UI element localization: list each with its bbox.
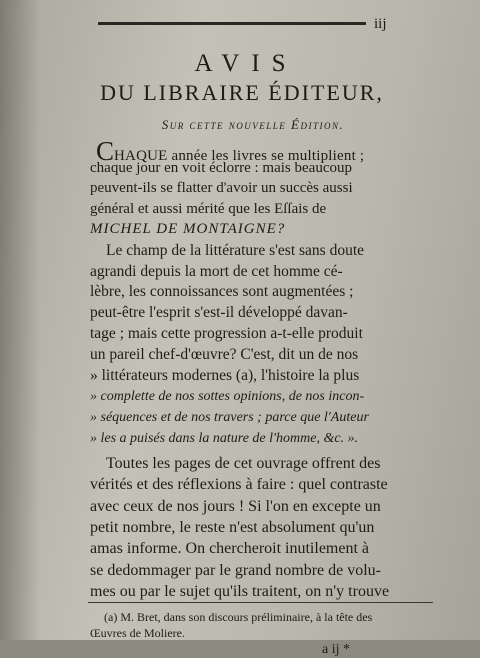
body-line-12: » littérateurs modernes (a), l'histoire la plus xyxy=(90,367,360,384)
body-line-10: tage ; mais cette progression a-t-elle produit xyxy=(90,325,363,342)
footnote-rule xyxy=(88,602,433,603)
body-line-19: petit nombre, le reste n'est absolument qu'un xyxy=(90,518,375,536)
body-line-5: MICHEL DE MONTAIGNE? xyxy=(90,221,286,237)
body-line-2: chaque jour en voit éclorre : mais beaucoup xyxy=(90,160,352,176)
body-line-13: » complette de nos sottes opinions, de nos incon- xyxy=(90,389,365,404)
page-number: iij xyxy=(374,16,387,32)
footnote-line-2: Œuvres de Moliere. xyxy=(90,626,185,641)
body-line-8: lèbre, les connoissances sont augmentées ; xyxy=(90,283,354,300)
body-line-17: vérités et des réflexions à faire : quel contraste xyxy=(90,476,388,494)
drop-capital: C xyxy=(96,136,115,166)
header-rule xyxy=(98,22,366,25)
body-line-21: se dedommager par le grand nombre de volu- xyxy=(90,561,382,579)
body-line-6: Le champ de la littérature s'est sans doute xyxy=(106,242,365,259)
body-line-4: général et aussi mérité que les Eſſais de xyxy=(90,201,327,217)
footnote-line-1: (a) M. Bret, dans son discours préliminaire, à la tête des xyxy=(104,610,373,625)
title-subtitle: Sur cette nouvelle Édition. xyxy=(161,117,345,132)
signature-mark: a ij * xyxy=(322,642,350,658)
body-line-22: mes ou par le sujet qu'ils traitent, on n'y trouve xyxy=(90,582,390,600)
body-line-9: peut-être l'esprit s'est-il développé davan- xyxy=(90,304,348,321)
body-line-14: » séquences et de nos travers ; parce que l'Auteur xyxy=(90,410,369,425)
body-line-20: amas informe. On chercheroit inutilement à xyxy=(90,540,370,558)
body-line-3: peuvent-ils se flatter d'avoir un succès aussi xyxy=(90,180,353,196)
body-line-7: agrandi depuis la mort de cet homme cé- xyxy=(90,263,343,280)
body-line-1: CHAQUE année les livres se multiplient ; xyxy=(96,136,365,166)
body-line-18: avec ceux de nos jours ! Si l'on en excepte un xyxy=(90,497,381,515)
body-line-16: Toutes les pages de cet ouvrage offrent des xyxy=(106,455,381,472)
title-main: AVIS xyxy=(194,50,298,77)
body-line-15: » les a puisés dans la nature de l'homme, &c. ». xyxy=(90,431,359,446)
body-line-11: un pareil chef-d'œuvre? C'est, dit un de nos xyxy=(90,346,359,363)
title-sub: DU LIBRAIRE ÉDITEUR, xyxy=(100,80,384,105)
